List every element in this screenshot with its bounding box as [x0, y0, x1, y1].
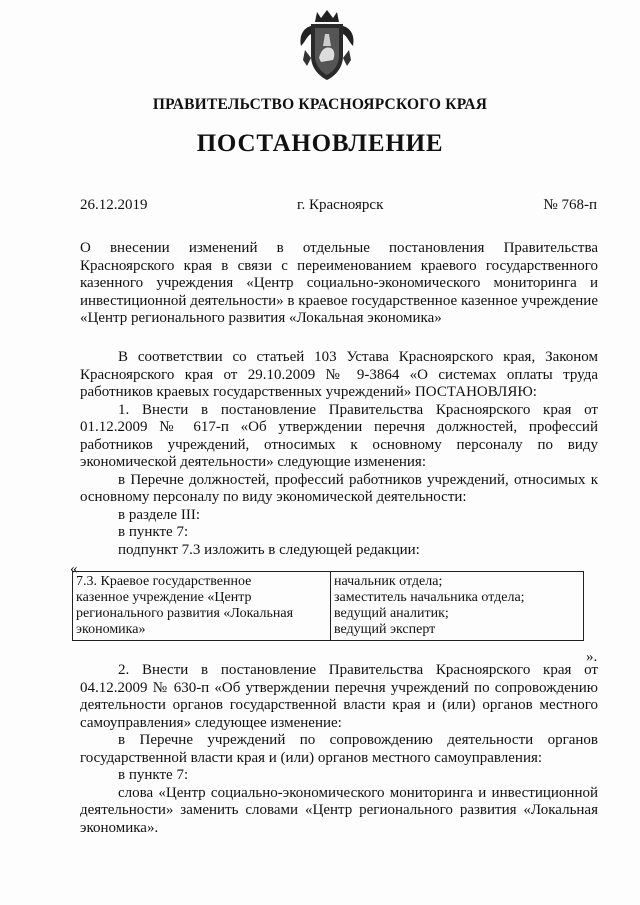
table-text-line: ведущий аналитик;: [334, 606, 449, 621]
document-date: 26.12.2019: [80, 197, 148, 213]
document-city: г. Красноярск: [297, 197, 384, 213]
item-2-paragraph: 2. Внести в постановление Правительства Красноярского края от 04.12.2009 № 630-п «Об утверждении перечня учреждений по сопровождению деятельности органов государственной власти края и (или) органов местного самоуправления» следующее изменение:: [80, 662, 598, 731]
coat-of-arms-emblem: [297, 6, 357, 82]
item-1-subpoint: подпункт 7.3 изложить в следующей редакции:: [118, 541, 420, 558]
table-text-line: заместитель начальника отдела;: [334, 590, 525, 605]
item-2-list-intro: в Перечне учреждений по сопровождению деятельности органов государственной власти края и (или) органов местного самоуправления:: [80, 732, 598, 766]
document-number: № 768-п: [543, 197, 597, 213]
table-text-line: экономика»: [76, 622, 146, 637]
item-1-point: в пункте 7:: [118, 524, 189, 540]
item-1-section: в разделе III:: [118, 506, 200, 523]
table-text-line: казенное учреждение «Центр: [76, 590, 252, 605]
amendment-table: [72, 571, 584, 641]
item-1-list-intro: в Перечне должностей, профессий работников учреждений, относимых к основному персоналу по виду экономической деятельности:: [80, 471, 598, 505]
table-cell-positions: [331, 572, 584, 641]
item-1-paragraph: 1. Внести в постановление Правительства Красноярского края от 01.12.2009 № 617-п «Об утверждении перечня должностей, профессий работников учреждений, относимых к основному персоналу по виду экономической деятельности» следующие изменения:: [80, 401, 598, 470]
table-text-line: регионального развития «Локальная: [76, 606, 294, 621]
preamble-paragraph: В соответствии со статьей 103 Устава Красноярского края, Законом Красноярского края от 29.10.2009 № 9-3864 «О системах оплаты труда работников краевых государственных учреждений» ПОСТАНОВЛЯЮ:: [80, 349, 598, 400]
table-row: [73, 572, 584, 641]
document-subject: О внесении изменений в отдельные постановления Правительства Красноярского края в связи с переименованием краевого государственного казенного учреждения «Центр социально-экономического мониторинга и инвестиционной деятельности» в краевое государственное казенное учреждение «Центр регионального развития «Локальная экономика»: [80, 240, 598, 326]
item-2-replacement: слова «Центр социально-экономического мониторинга и инвестиционной деятельности» заменить словами «Центр регионального развития «Локальная экономика».: [80, 784, 598, 836]
document-type-title: ПОСТАНОВЛЕНИЕ: [196, 130, 444, 157]
item-2-point: в пункте 7:: [118, 767, 189, 783]
document-body-part2: [80, 662, 598, 837]
quote-open-mark: «: [70, 561, 78, 577]
table-text-line: ведущий эксперт: [334, 622, 436, 637]
table-cell-institution: [73, 572, 331, 641]
government-heading: ПРАВИТЕЛЬСТВО КРАСНОЯРСКОГО КРАЯ: [152, 96, 488, 113]
table-text-line: 7.3. Краевое государственное: [76, 574, 252, 589]
quote-close-mark: ».: [586, 649, 598, 665]
document-body-part1: [80, 349, 598, 559]
table-text-line: начальник отдела;: [334, 574, 443, 589]
